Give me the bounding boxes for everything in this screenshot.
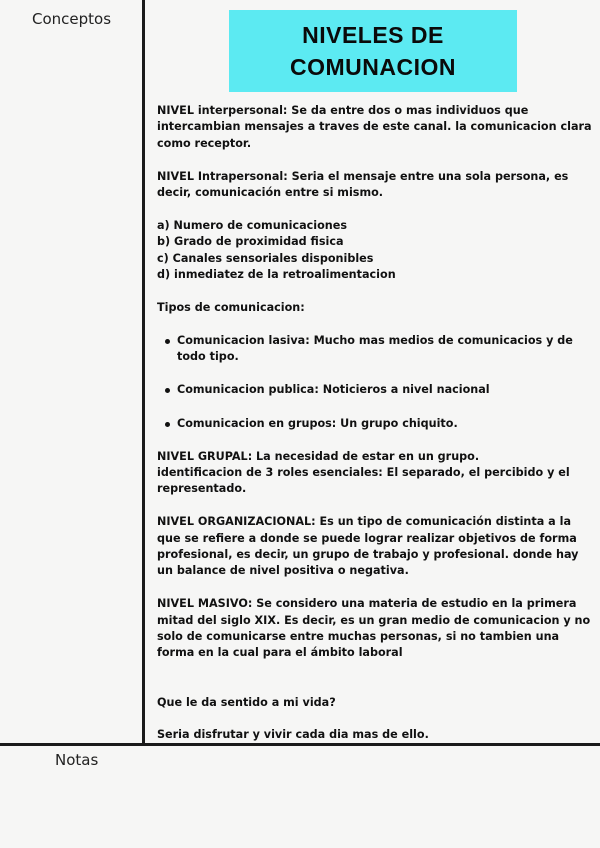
page-title <box>290 19 456 83</box>
question: Que le da sentido a mi vida? <box>157 695 336 709</box>
tipo-item-grupos: Comunicacion en grupos: Un grupo chiquito. <box>177 416 597 432</box>
tipo-item-lasiva: Comunicacion lasiva: Mucho mas medios de comunicacios y de todo tipo. <box>177 333 597 366</box>
conceptos-label: Conceptos <box>32 10 112 28</box>
paragraph-intrapersonal: NIVEL Intrapersonal: Seria el mensaje entre una sola persona, es decir, comunicación entre si mismo. <box>157 169 569 200</box>
grupal-line-1: NIVEL GRUPAL: La necesidad de estar en un grupo. <box>157 449 480 463</box>
title-box <box>229 10 517 92</box>
answer: Seria disfrutar y vivir cada dia mas de ello. <box>157 728 429 742</box>
list-item-d: d) inmediatez de la retroalimentacion <box>157 268 396 282</box>
tipo-item-publica: Comunicacion publica: Noticieros a nivel nacional <box>177 382 597 398</box>
column-divider <box>142 0 145 745</box>
tipos-heading: Tipos de comunicacion: <box>157 300 305 314</box>
paragraph-interpersonal: NIVEL interpersonal: Se da entre dos o mas individuos que intercambian mensajes a traves de este canal. la comunicacion clara como receptor. <box>157 104 592 150</box>
list-item-b: b) Grado de proximidad fisica <box>157 235 344 249</box>
title-line-2: COMUNACION <box>290 54 456 80</box>
paragraph-masivo: NIVEL MASIVO: Se considero una materia de estudio en la primera mitad del siglo XIX. Es decir, es un gran medio de comunicacion y no solo de comunicarse entre muchas personas, si no tambien una forma en la cual para el ámbito laboral <box>157 597 591 660</box>
tipos-list <box>157 333 597 433</box>
grupal-line-2: identificacion de 3 roles esenciales: El separado, el percibido y el representado. <box>157 466 570 496</box>
paragraph-organizacional: NIVEL ORGANIZACIONAL: Es un tipo de comunicación distinta a la que se refiere a donde se puede lograr realizar objetivos de forma profesional, es decir, un grupo de trabajo y profesional. donde hay un balance de nivel positiva o negativa. <box>157 515 579 578</box>
list-item-c: c) Canales sensoriales disponibles <box>157 251 374 265</box>
notes-content <box>157 103 597 744</box>
notas-label: Notas <box>55 751 99 769</box>
title-line-1: NIVELES DE <box>302 22 444 48</box>
list-item-a: a) Numero de comunicaciones <box>157 218 348 232</box>
